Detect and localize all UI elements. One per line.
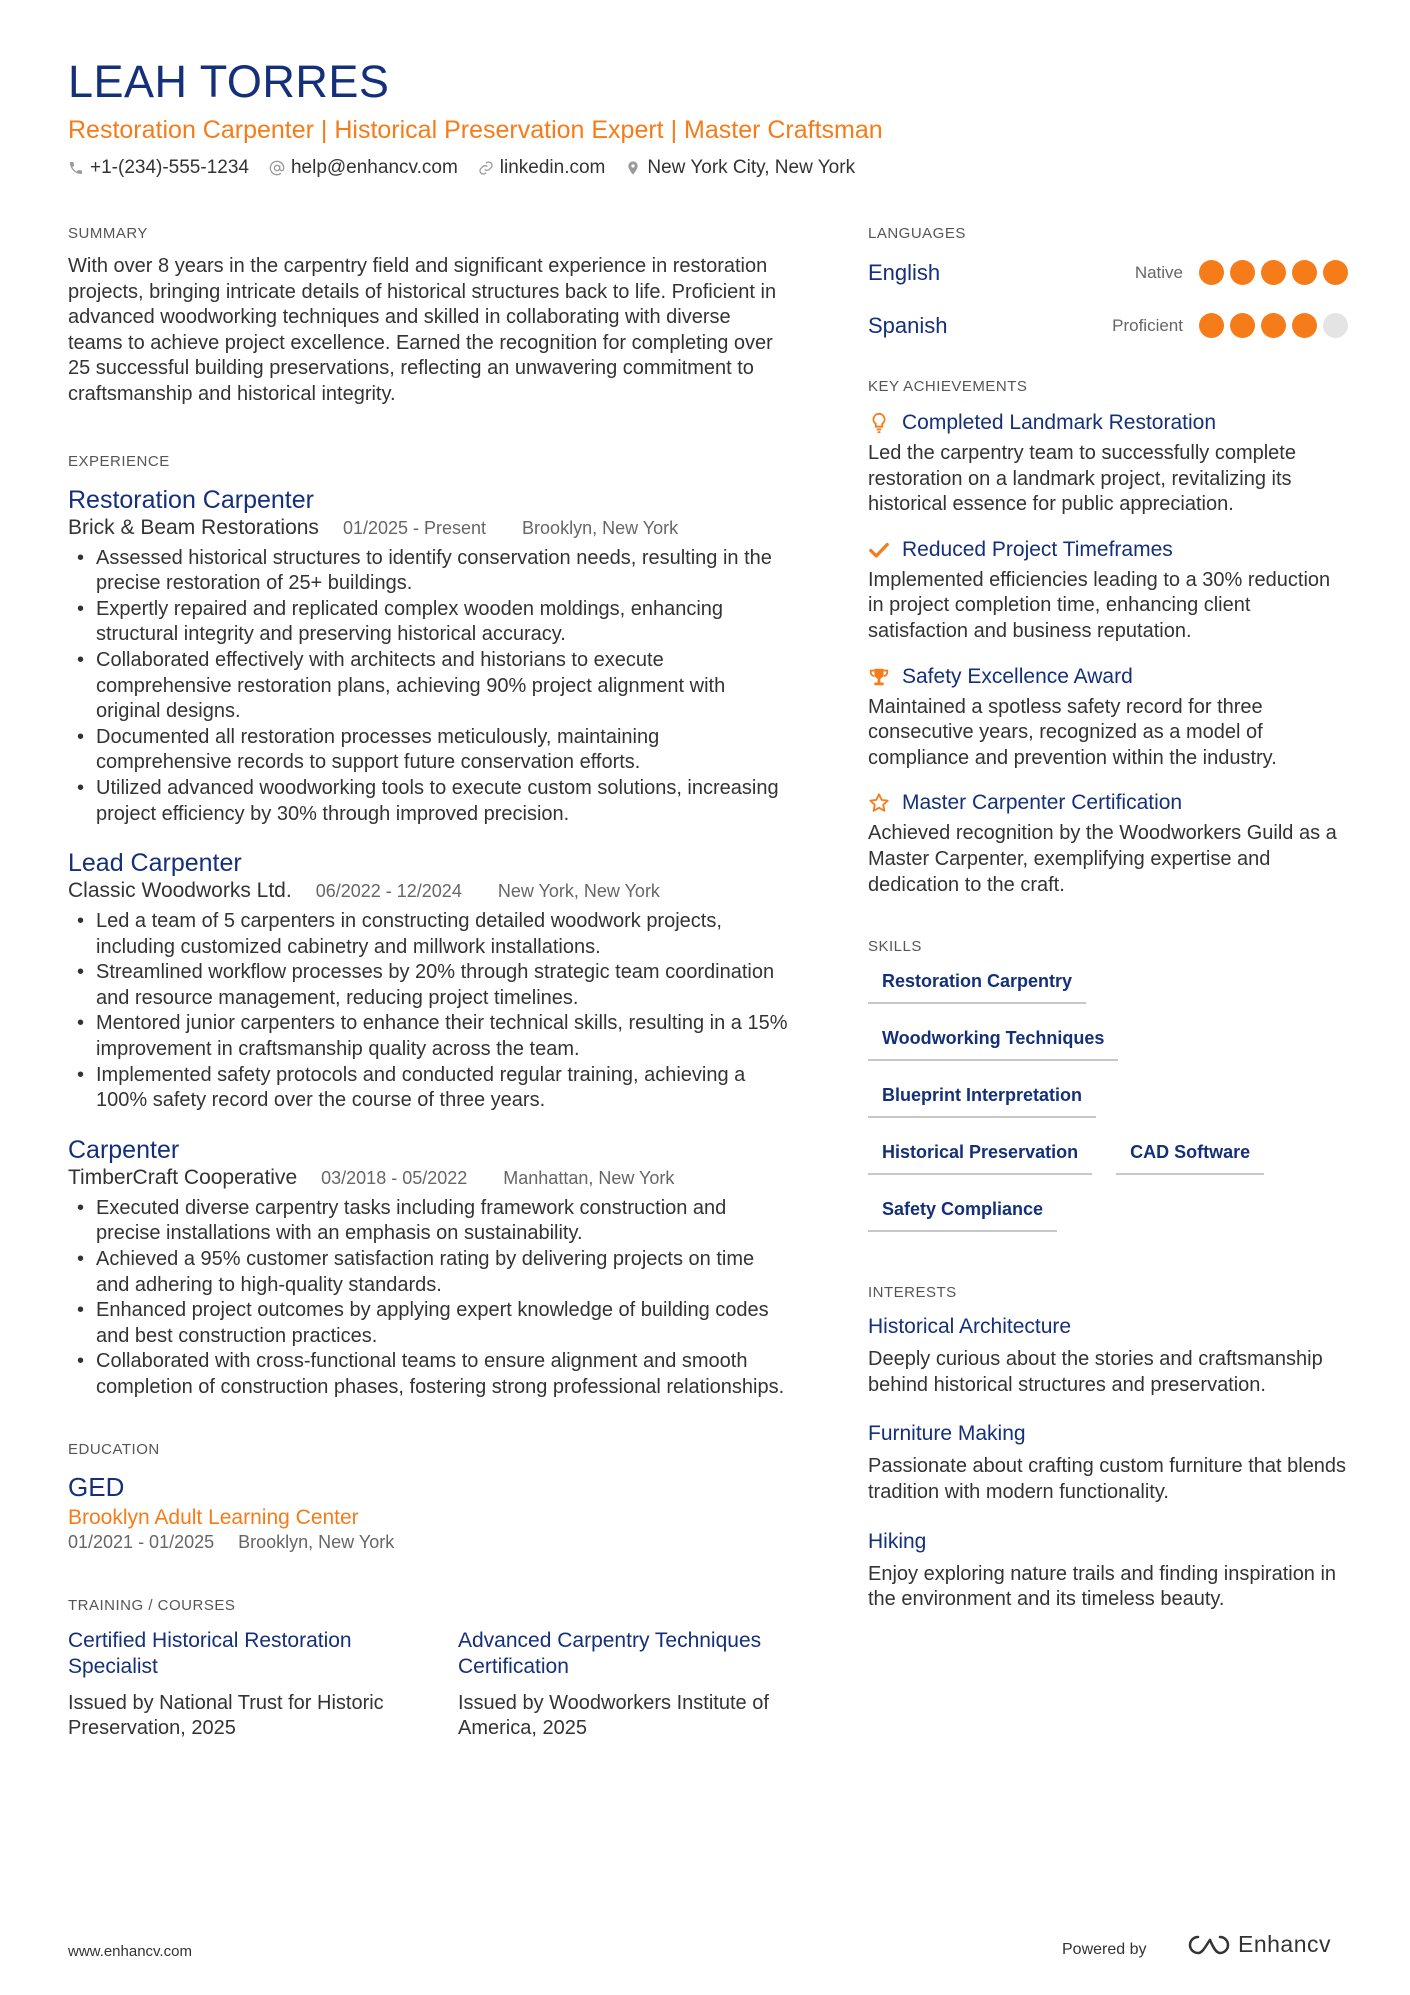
achievement-desc: Implemented efficiencies leading to a 30% reduction in project completion time, enhancing client satisfaction and business reputation. bbox=[868, 568, 1331, 642]
school-name: Brooklyn Adult Learning Center bbox=[68, 1505, 359, 1529]
contact-email[interactable] bbox=[269, 157, 458, 179]
education-meta bbox=[68, 1532, 788, 1553]
checkmark-icon bbox=[868, 539, 890, 561]
phone-icon bbox=[68, 160, 84, 176]
contact-location bbox=[625, 157, 855, 179]
trophy-icon bbox=[868, 666, 890, 688]
interest-desc: Enjoy exploring nature trails and finding inspiration in the environment and its timeless beauty. bbox=[868, 1562, 1337, 1611]
job-bullets bbox=[68, 1196, 788, 1401]
education-location: Brooklyn, New York bbox=[238, 1531, 395, 1552]
contact-linkedin-text: linkedin.com bbox=[499, 157, 606, 178]
rating-dot-filled bbox=[1261, 260, 1286, 285]
job-dates: 01/2025 - Present bbox=[342, 517, 487, 538]
bullet-item: • Collaborated with cross-functional teams to ensure alignment and smooth completion of construction phases, fostering strong professional relationships. bbox=[68, 1349, 788, 1400]
course-list bbox=[68, 1628, 788, 1742]
company-name: Brick & Beam Restorations bbox=[68, 515, 319, 539]
skill-tag: CAD Software bbox=[1116, 1134, 1264, 1175]
experience-item bbox=[68, 1134, 788, 1401]
job-dates: 03/2018 - 05/2022 bbox=[321, 1167, 468, 1188]
language-row bbox=[868, 246, 1348, 299]
footer-url[interactable]: www.enhancv.com bbox=[68, 1943, 192, 1960]
star-icon bbox=[868, 792, 890, 814]
achievement-header bbox=[868, 791, 1348, 815]
skill-tag: Safety Compliance bbox=[868, 1191, 1057, 1232]
skill-tag: Woodworking Techniques bbox=[868, 1020, 1118, 1061]
rating-dot-filled bbox=[1230, 260, 1255, 285]
job-title: Lead Carpenter bbox=[68, 849, 242, 878]
job-meta bbox=[68, 516, 788, 540]
achievement-desc: Achieved recognition by the Woodworkers Guild as a Master Carpenter, exemplifying expertise and dedication to the craft. bbox=[868, 822, 1337, 896]
skills-section bbox=[868, 938, 1348, 1232]
experience-item bbox=[68, 847, 788, 1114]
language-name: Spanish bbox=[868, 312, 948, 338]
achievement-title: Reduced Project Timeframes bbox=[902, 537, 1173, 561]
contact-phone-text: +1-(234)-555-1234 bbox=[90, 157, 249, 178]
rating-dot-filled bbox=[1323, 260, 1348, 285]
enhancv-brand: Enhancv bbox=[1238, 1931, 1332, 1957]
experience-section bbox=[68, 453, 788, 1401]
training-section bbox=[68, 1597, 788, 1742]
course-desc: Issued by Woodworkers Institute of America, 2025 bbox=[458, 1691, 769, 1740]
interest-title: Hiking bbox=[868, 1529, 927, 1553]
course-item bbox=[458, 1628, 788, 1742]
course-item bbox=[68, 1628, 398, 1742]
interest-item bbox=[868, 1422, 1348, 1505]
experience-item bbox=[68, 484, 788, 828]
language-level: Native bbox=[1134, 262, 1183, 282]
summary-heading: SUMMARY bbox=[68, 225, 148, 242]
job-meta bbox=[68, 1166, 788, 1190]
company-name: Classic Woodworks Ltd. bbox=[68, 879, 292, 903]
rating-dot-filled bbox=[1230, 313, 1255, 338]
rating-dot-filled bbox=[1261, 313, 1286, 338]
interests-section bbox=[868, 1284, 1348, 1613]
bullet-item: • Mentored junior carpenters to enhance their technical skills, resulting in a 15% improvement in craftsmanship quality across the team. bbox=[68, 1011, 788, 1062]
job-location: New York, New York bbox=[497, 881, 660, 902]
achievement-item bbox=[868, 411, 1348, 518]
degree: GED bbox=[68, 1471, 125, 1502]
language-row bbox=[868, 299, 1348, 352]
bullet-item: • Enhanced project outcomes by applying expert knowledge of building codes and best construction practices. bbox=[68, 1298, 788, 1349]
rating-dot-filled bbox=[1292, 260, 1317, 285]
job-bullets bbox=[68, 909, 788, 1114]
candidate-tagline: Restoration Carpenter | Historical Preservation Expert | Master Craftsman bbox=[68, 116, 883, 144]
training-heading: TRAINING / COURSES bbox=[68, 1596, 236, 1614]
bullet-item: • Utilized advanced woodworking tools to execute custom solutions, increasing project efficiency by 30% through improved precision. bbox=[68, 776, 788, 827]
achievement-item bbox=[868, 791, 1348, 898]
skill-list bbox=[868, 963, 1348, 1232]
company-name: TimberCraft Cooperative bbox=[68, 1165, 298, 1189]
link-icon bbox=[478, 160, 494, 176]
language-name: English bbox=[868, 259, 941, 285]
candidate-name: LEAH TORRES bbox=[68, 56, 390, 107]
achievement-item bbox=[868, 665, 1348, 772]
interest-title: Furniture Making bbox=[868, 1422, 1026, 1446]
education-dates: 01/2021 - 01/2025 bbox=[68, 1531, 215, 1552]
contact-bar bbox=[68, 157, 855, 179]
job-bullets bbox=[68, 546, 788, 828]
achievements-section bbox=[868, 378, 1348, 898]
languages-section bbox=[868, 225, 1348, 352]
achievement-item bbox=[868, 538, 1348, 645]
at-icon bbox=[269, 160, 285, 176]
interest-item bbox=[868, 1315, 1348, 1398]
skills-heading: SKILLS bbox=[868, 938, 922, 956]
skill-tag: Blueprint Interpretation bbox=[868, 1077, 1096, 1118]
enhancv-logo-icon bbox=[1184, 1932, 1230, 1958]
interest-desc: Deeply curious about the stories and craftsmanship behind historical structures and preservation. bbox=[868, 1348, 1323, 1396]
interests-heading: INTERESTS bbox=[868, 1284, 957, 1302]
bullet-item: • Led a team of 5 carpenters in constructing detailed woodwork projects, including customized cabinetry and millwork installations. bbox=[68, 909, 788, 960]
footer-powered-by: Powered by bbox=[1062, 1941, 1147, 1958]
achievement-title: Master Carpenter Certification bbox=[902, 791, 1183, 815]
bullet-item: • Expertly repaired and replicated complex wooden moldings, enhancing structural integrity and preserving historical accuracy. bbox=[68, 597, 788, 648]
skill-tag: Historical Preservation bbox=[868, 1134, 1092, 1175]
contact-email-text: help@enhancv.com bbox=[290, 157, 458, 178]
language-rating bbox=[1199, 260, 1348, 285]
bullet-item: • Collaborated effectively with architects and historians to execute comprehensive restoration plans, achieving 90% project alignment with original designs. bbox=[68, 648, 788, 725]
bullet-item: • Documented all restoration processes meticulously, maintaining comprehensive records to support future conservation efforts. bbox=[68, 725, 788, 776]
bullet-item: • Assessed historical structures to identify conservation needs, resulting in the precise restoration of 25+ buildings. bbox=[68, 546, 788, 597]
achievement-title: Safety Excellence Award bbox=[902, 664, 1133, 688]
contact-linkedin[interactable] bbox=[478, 157, 606, 179]
job-dates: 06/2022 - 12/2024 bbox=[315, 881, 462, 902]
achievement-header bbox=[868, 411, 1348, 435]
rating-dot-empty bbox=[1323, 313, 1348, 338]
right-column bbox=[868, 225, 1348, 1637]
interest-title: Historical Architecture bbox=[868, 1315, 1072, 1339]
languages-heading: LANGUAGES bbox=[868, 225, 966, 242]
bullet-item: • Implemented safety protocols and conducted regular training, achieving a 100% safety record over the course of three years. bbox=[68, 1063, 788, 1114]
summary-text: With over 8 years in the carpentry field and significant experience in restoration projects, bringing intricate details of historical structures back to life. Proficient in advanced woodworking techniques and skilled in collaborating with diverse teams to achieve project excellence. Earned the recognition for completing over 25 successful building preservations, reflecting an unwavering commitment to craftsmanship and historical integrity. bbox=[68, 255, 777, 405]
rating-dot-filled bbox=[1292, 313, 1317, 338]
contact-phone[interactable] bbox=[68, 157, 249, 179]
location-pin-icon bbox=[625, 160, 641, 176]
enhancv-logo[interactable] bbox=[1184, 1931, 1331, 1958]
bullet-item: • Streamlined workflow processes by 20% through strategic team coordination and resource management, reducing project timelines. bbox=[68, 960, 788, 1011]
summary-section bbox=[68, 225, 788, 408]
job-location: Brooklyn, New York bbox=[522, 517, 679, 538]
job-title: Carpenter bbox=[68, 1135, 180, 1164]
left-column bbox=[68, 225, 788, 1742]
course-title: Certified Historical Restoration Specialist bbox=[68, 1628, 352, 1679]
education-section bbox=[68, 1441, 788, 1553]
achievement-header bbox=[868, 665, 1348, 689]
job-title: Restoration Carpenter bbox=[68, 485, 314, 514]
experience-heading: EXPERIENCE bbox=[68, 452, 170, 470]
job-meta bbox=[68, 879, 788, 903]
achievements-heading: KEY ACHIEVEMENTS bbox=[868, 378, 1028, 395]
achievement-desc: Maintained a spotless safety record for three consecutive years, recognized as a model of compliance and prevention within the industry. bbox=[868, 695, 1277, 769]
job-location: Manhattan, New York bbox=[503, 1167, 675, 1188]
language-level: Proficient bbox=[1112, 315, 1183, 335]
achievement-desc: Led the carpentry team to successfully complete restoration on a landmark project, revitalizing its historical essence for public appreciation. bbox=[868, 442, 1296, 516]
course-title: Advanced Carpentry Techniques Certification bbox=[458, 1628, 762, 1679]
course-desc: Issued by National Trust for Historic Preservation, 2025 bbox=[68, 1691, 384, 1740]
lightbulb-icon bbox=[868, 412, 890, 434]
language-rating bbox=[1199, 313, 1348, 338]
interest-item bbox=[868, 1530, 1348, 1613]
bullet-item: • Achieved a 95% customer satisfaction rating by delivering projects on time and adhering to high-quality standards. bbox=[68, 1247, 788, 1298]
rating-dot-filled bbox=[1199, 313, 1224, 338]
achievement-header bbox=[868, 538, 1348, 562]
skill-tag: Restoration Carpentry bbox=[868, 963, 1086, 1004]
rating-dot-filled bbox=[1199, 260, 1224, 285]
education-heading: EDUCATION bbox=[68, 1440, 160, 1458]
achievement-title: Completed Landmark Restoration bbox=[902, 411, 1216, 434]
contact-location-text: New York City, New York bbox=[647, 157, 856, 178]
bullet-item: • Executed diverse carpentry tasks including framework construction and precise installations with an emphasis on sustainability. bbox=[68, 1196, 788, 1247]
interest-desc: Passionate about crafting custom furniture that blends tradition with modern functionality. bbox=[868, 1455, 1347, 1503]
